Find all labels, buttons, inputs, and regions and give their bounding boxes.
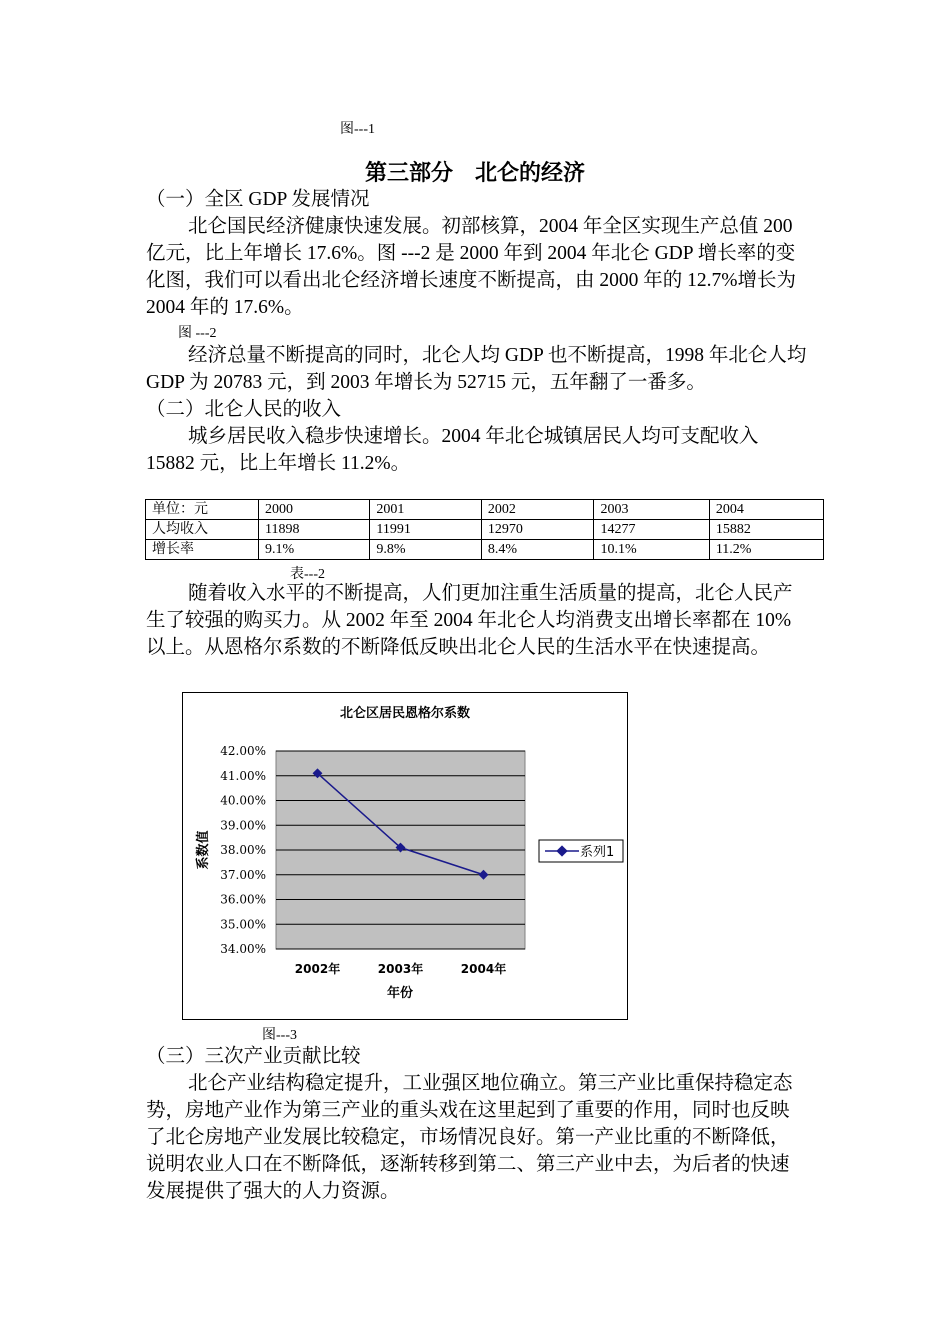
table-cell: 12970: [481, 520, 594, 540]
section-1-paragraph-2: 经济总量不断提高的同时，北仑人均 GDP 也不断提高，1998 年北仑人均 GDP 为 20783 元，到 2003 年增长为 52715 元，五年翻了一番多。: [146, 345, 807, 393]
table-cell: 8.4%: [481, 540, 594, 560]
table-cell: 2003: [594, 500, 709, 520]
y-tick-labels: [220, 744, 266, 956]
section-3-heading: （三）三次产业贡献比较: [146, 1046, 361, 1067]
table-cell: 单位：元: [146, 500, 259, 520]
section-2-part-2: [146, 580, 808, 661]
section-1-paragraph: 北仑国民经济健康快速发展。初部核算，2004 年全区实现生产总值 200 亿元，比上年增长 17.6%。图 ---2 是 2000 年到 2004 年北仑 GDP 增长率的变化图，我们可以看出北仑经济增长速度不断提高，由 2000 年的 12.7%增长为 2004 年的 17.6%。: [146, 216, 796, 318]
x-tick-label: 2004年: [460, 962, 507, 976]
table-cell: 15882: [709, 520, 823, 540]
x-tick-labels: [295, 961, 506, 976]
table-cell: 11898: [259, 520, 370, 540]
figure-1-caption: 图---1: [340, 122, 375, 137]
y-tick-label: 37.00%: [220, 867, 266, 882]
table-cell: 10.1%: [594, 540, 709, 560]
y-tick-label: 38.00%: [220, 843, 266, 857]
table-cell: 人均收入: [146, 520, 259, 540]
table-header-row: [146, 500, 824, 520]
y-tick-label: 34.00%: [220, 942, 266, 956]
x-tick-label: 2003年: [377, 962, 424, 976]
y-tick-label: 41.00%: [220, 768, 266, 783]
table-row: [146, 520, 824, 540]
section-2-heading: （二）北仑人民的收入: [146, 399, 342, 420]
y-tick-label: 35.00%: [220, 917, 266, 932]
table-cell: 2001: [370, 500, 481, 520]
chart-title: 北仑区居民恩格尔系数: [339, 706, 471, 721]
chart-canvas: [183, 693, 627, 1019]
section-1-heading: （一）全区 GDP 发展情况: [146, 189, 370, 210]
table-cell: 9.8%: [370, 540, 481, 560]
table-cell: 2004: [709, 500, 823, 520]
y-axis-label: 系数值: [196, 830, 211, 870]
table-cell: 11.2%: [709, 540, 823, 560]
section-1-part-2: [146, 342, 808, 477]
y-tick-label: 39.00%: [220, 818, 266, 833]
section-2-paragraph-2: 随着收入水平的不断提高，人们更加注重生活质量的提高，北仑人民产生了较强的购买力。从 2002 年至 2004 年北仑人均消费支出增长率都在 10%以上。从恩格尔系数的不断降低反映出北仑人民的生活水平在快速提高。: [146, 583, 793, 658]
figure-2-caption: 图 ---2: [178, 326, 217, 341]
x-tick-label: 2002年: [294, 962, 341, 976]
section-2-paragraph: 城乡居民收入稳步快速增长。2004 年北仑城镇居民人均可支配收入 15882 元，比上年增长 11.2%。: [146, 426, 759, 474]
table-2-caption: 表---2: [290, 567, 325, 582]
page-title: 第三部分 北仑的经济: [364, 161, 585, 186]
y-tick-label: 42.00%: [220, 744, 266, 758]
table-cell: 9.1%: [259, 540, 370, 560]
table-cell: 增长率: [146, 540, 259, 560]
figure-3-caption: 图---3: [262, 1028, 297, 1043]
section-3: [146, 1043, 808, 1205]
table-cell: 2002: [481, 500, 594, 520]
legend: [539, 840, 623, 862]
x-axis-label: 年份: [386, 986, 414, 1001]
legend-label: 系列1: [580, 845, 615, 860]
table-cell: 14277: [594, 520, 709, 540]
engel-coefficient-chart: [182, 692, 628, 1020]
y-tick-label: 40.00%: [220, 793, 266, 808]
section-1: [146, 186, 808, 321]
y-tick-label: 36.00%: [220, 892, 266, 907]
table-cell: 2000: [259, 500, 370, 520]
table-row: [146, 540, 824, 560]
income-table: [145, 499, 824, 560]
section-3-paragraph: 北仑产业结构稳定提升，工业强区地位确立。第三产业比重保持稳定态势，房地产业作为第三产业的重头戏在这里起到了重要的作用，同时也反映了北仑房地产业发展比较稳定，市场情况良好。第一产业比重的不断降低，说明农业人口在不断降低，逐渐转移到第二、第三产业中去，为后者的快速发展提供了强大的人力资源。: [146, 1073, 793, 1202]
table-cell: 11991: [370, 520, 481, 540]
